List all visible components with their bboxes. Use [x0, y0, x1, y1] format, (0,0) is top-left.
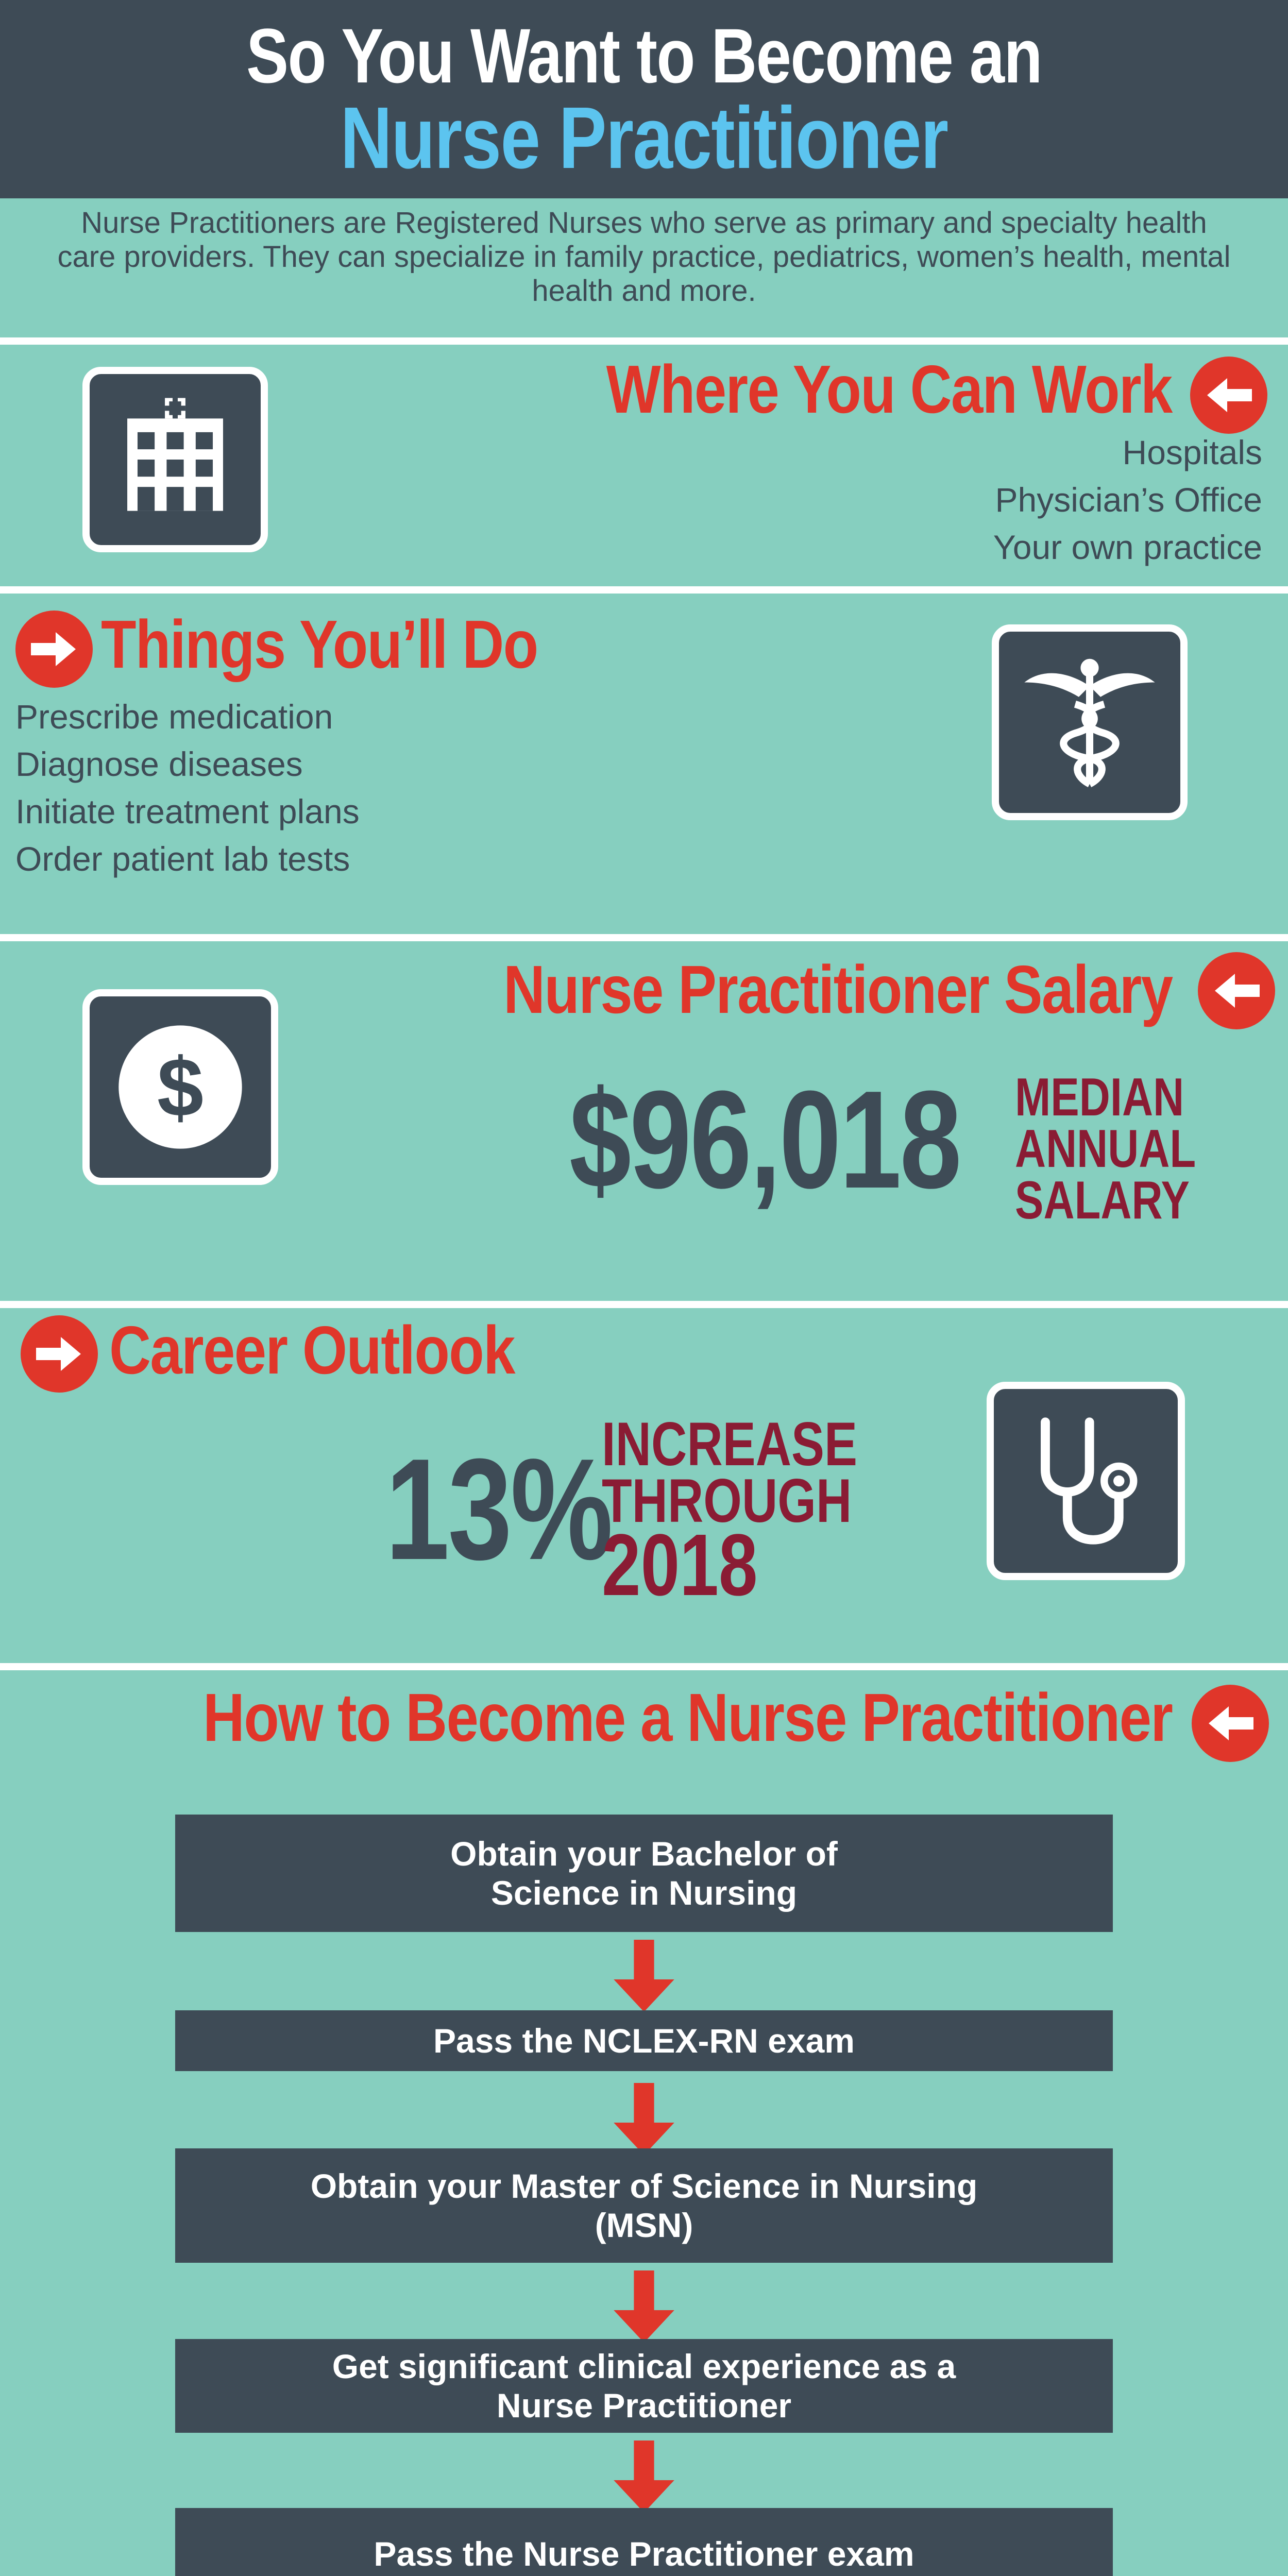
outlook-heading: Career Outlook	[109, 1312, 515, 1388]
work-item: Your own practice	[993, 528, 1262, 566]
duties-list	[15, 693, 360, 883]
stethoscope-icon	[987, 1382, 1185, 1580]
arrow-left-icon	[1192, 1685, 1269, 1762]
down-arrow-icon	[608, 1937, 680, 2014]
step-text: Get significant clinical experience as a Nurse Practitioner	[332, 2347, 956, 2425]
arrow-right-icon	[15, 611, 93, 688]
step-text: Obtain your Master of Science in Nursing (MSN)	[310, 2167, 978, 2244]
caduceus-icon	[992, 624, 1188, 820]
intro-text: Nurse Practitioners are Registered Nurses who serve as primary and specialty health care providers. They can specialize in family practice, pediatrics, women’s health, mental health and more.	[57, 206, 1231, 308]
section-divider	[0, 1301, 1288, 1308]
section-divider	[0, 1663, 1288, 1670]
hospital-icon	[82, 367, 268, 552]
title-line-2: Nurse Practitioner	[340, 89, 948, 187]
step-text: Obtain your Bachelor of Science in Nursing	[450, 1835, 838, 1912]
duty-item: Diagnose diseases	[15, 745, 303, 783]
arrow-left-icon	[1190, 357, 1267, 434]
salary-label	[1015, 1067, 1196, 1230]
header-band	[0, 0, 1288, 198]
work-item: Physician’s Office	[995, 481, 1262, 519]
step-text: Pass the Nurse Practitioner exam	[374, 2535, 914, 2573]
duties-heading: Things You’ll Do	[101, 606, 538, 682]
down-arrow-icon	[608, 2080, 680, 2158]
outlook-label	[602, 1410, 858, 1614]
step-text: Pass the NCLEX-RN exam	[433, 2022, 855, 2060]
salary-label-line: SALARY	[1015, 1171, 1190, 1230]
work-item: Hospitals	[1122, 433, 1262, 471]
section-divider	[0, 934, 1288, 941]
step-box	[175, 1815, 1113, 1932]
salary-label-line: ANNUAL	[1015, 1119, 1196, 1179]
arrow-left-icon	[1198, 952, 1275, 1029]
step-box	[175, 2508, 1113, 2576]
title-line-1: So You Want to Become an	[246, 12, 1042, 99]
down-arrow-icon	[608, 2268, 680, 2345]
work-heading: Where You Can Work	[606, 351, 1172, 427]
outlook-label-line: THROUGH	[602, 1466, 852, 1535]
salary-amount: $96,018	[569, 1062, 960, 1217]
dollar-icon	[82, 989, 278, 1185]
work-list	[993, 429, 1262, 571]
outlook-label-line: INCREASE	[602, 1410, 858, 1479]
outlook-percent: 13%	[385, 1429, 612, 1590]
arrow-right-icon	[21, 1315, 98, 1393]
section-divider	[0, 586, 1288, 594]
svg-text:$: $	[157, 1041, 204, 1134]
duty-item: Initiate treatment plans	[15, 792, 360, 831]
step-box	[175, 2010, 1113, 2071]
step-box	[175, 2339, 1113, 2433]
duty-item: Prescribe medication	[15, 698, 333, 736]
step-box	[175, 2148, 1113, 2263]
outlook-label-line: 2018	[602, 1516, 758, 1614]
how-heading: How to Become a Nurse Practitioner	[202, 1680, 1172, 1755]
down-arrow-icon	[608, 2438, 680, 2515]
salary-heading: Nurse Practitioner Salary	[503, 952, 1172, 1027]
duty-item: Order patient lab tests	[15, 840, 350, 878]
section-divider	[0, 337, 1288, 345]
salary-label-line: MEDIAN	[1015, 1067, 1184, 1127]
